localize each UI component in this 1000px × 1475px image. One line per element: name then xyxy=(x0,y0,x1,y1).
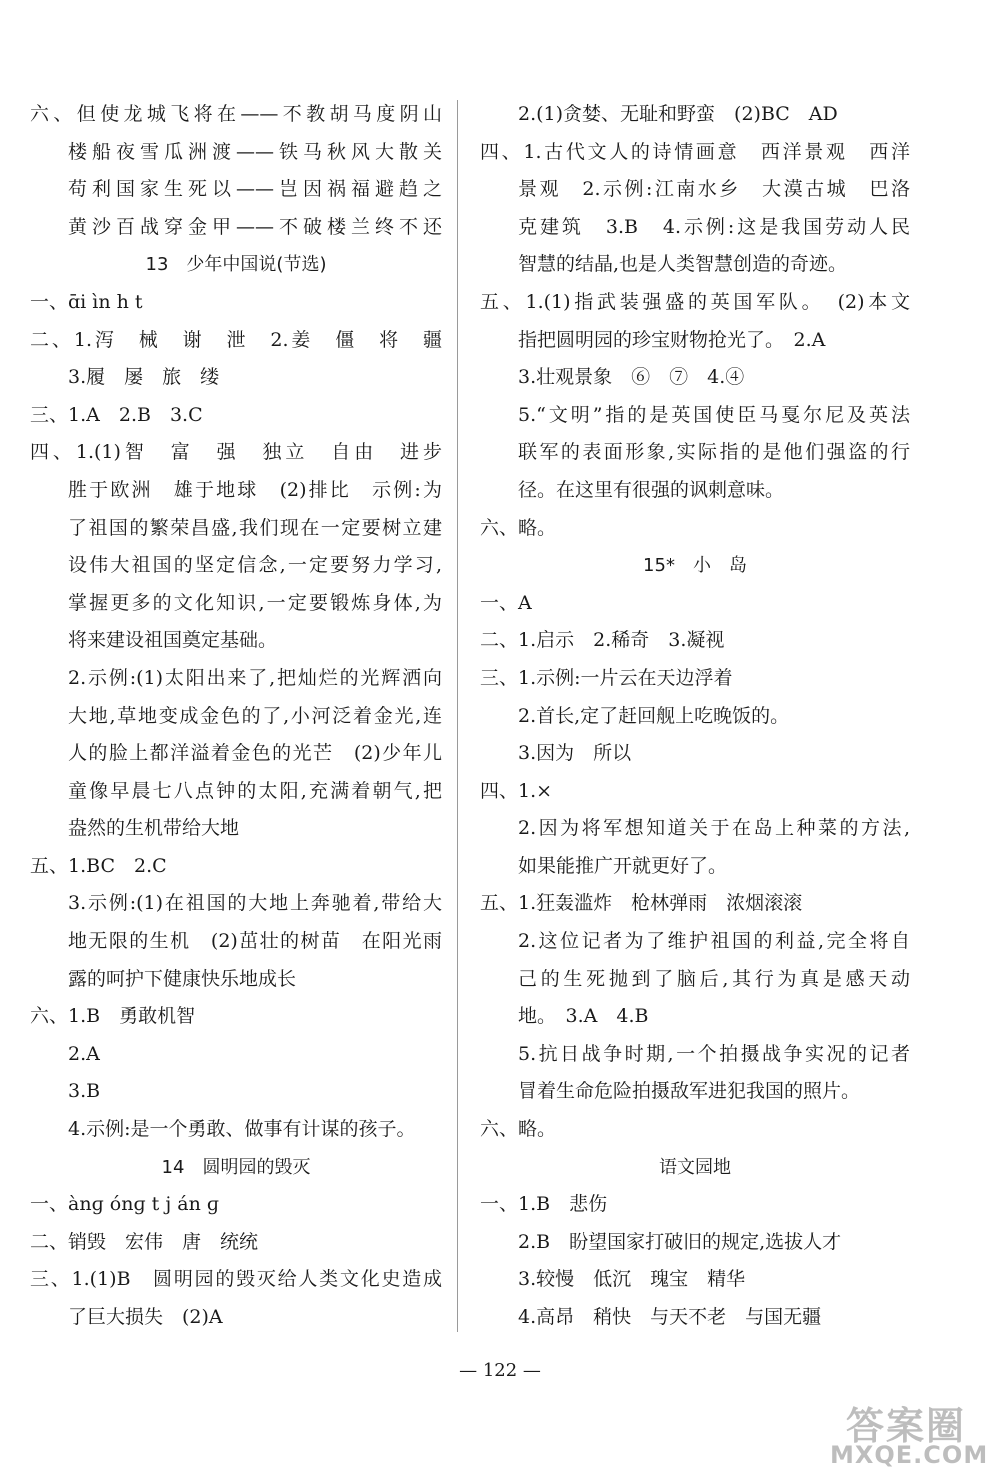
answer-line: 指把圆明园的珍宝财物抢光了。 2.A xyxy=(518,328,826,351)
answer-line: 四、1.(1)智 富 强 独立 自由 进步 xyxy=(30,441,442,464)
section-title: 语文园地 xyxy=(659,1156,731,1178)
answer-line: 3.壮观景象 ⑥ ⑦ 4.④ xyxy=(518,366,745,389)
answer-line: 一、ɑ̄i ìn h t xyxy=(30,290,143,313)
answer-line: 童像早晨七八点钟的太阳,充满着朝气,把 xyxy=(68,779,442,802)
answer-line: 智慧的结晶,也是人类智慧创造的奇迹。 xyxy=(518,253,848,276)
left-column xyxy=(30,96,442,1337)
answer-line: 五、1.BC 2.C xyxy=(30,854,167,877)
answer-line: 3.B xyxy=(68,1080,101,1103)
answer-line: 三、1.A 2.B 3.C xyxy=(30,403,203,426)
answer-line: 3.履 屡 旅 缕 xyxy=(68,366,220,389)
answer-line: 二、销毁 宏伟 唐 统统 xyxy=(30,1230,259,1253)
answer-line: 一、A xyxy=(480,591,532,614)
answer-line: 了祖国的繁荣昌盛,我们现在一定要树立建 xyxy=(68,516,442,539)
answer-line: 5.抗日战争时期,一个拍摄战争实况的记者 xyxy=(518,1042,910,1065)
section-title: 15* 小 岛 xyxy=(643,555,747,577)
answer-line: 3.较慢 低沉 瑰宝 精华 xyxy=(518,1268,746,1291)
section-title: 13 少年中国说(节选) xyxy=(145,254,327,276)
answer-line: 将来建设祖国奠定基础。 xyxy=(68,629,278,652)
answer-line: 一、ànɡ ónɡ t j án ɡ xyxy=(30,1193,220,1216)
answer-line: 盎然的生机带给大地 xyxy=(68,817,240,840)
answer-line: 4.示例:是一个勇敢、做事有计谋的孩子。 xyxy=(68,1118,416,1141)
answer-line: 2.示例:(1)太阳出来了,把灿烂的光辉洒向 xyxy=(68,666,442,689)
answer-line: 了巨大损失 (2)A xyxy=(68,1306,223,1328)
watermark-line1: 答案圈 xyxy=(846,1404,967,1448)
answer-line: 六、但使龙城飞将在——不教胡马度阴山 xyxy=(30,103,442,125)
answer-line: 2.因为将军想知道关于在岛上种菜的方法, xyxy=(518,817,910,840)
answer-line: 克建筑 3.B 4.示例:这是我国劳动人民 xyxy=(518,215,910,238)
watermark-line2: MXQE.COM xyxy=(830,1441,989,1469)
answer-line: 胜于欧洲 雄于地球 (2)排比 示例:为 xyxy=(68,478,442,501)
section-title: 14 圆明园的毁灭 xyxy=(161,1156,311,1178)
answer-line: 四、1.× xyxy=(480,779,553,802)
answer-line: 己的生死抛到了脑后,其行为真是感天动 xyxy=(518,967,910,990)
answer-line: 人的脸上都洋溢着金色的光芒 (2)少年儿 xyxy=(68,742,442,765)
answer-line: 冒着生命危险拍摄敌军进犯我国的照片。 xyxy=(518,1080,861,1103)
answer-line: 径。在这里有很强的讽刺意味。 xyxy=(518,478,785,501)
answer-line: 3.因为 所以 xyxy=(518,742,632,765)
column-divider xyxy=(457,100,458,1332)
answer-line: 景观 2.示例:江南水乡 大漠古城 巴洛 xyxy=(518,178,910,201)
right-column xyxy=(480,96,910,1337)
answer-line: 3.示例:(1)在祖国的大地上奔驰着,带给大 xyxy=(68,892,442,915)
answer-line: 四、1.古代文人的诗情画意 西洋景观 西洋 xyxy=(480,140,910,163)
answer-line: 设伟大祖国的坚定信念,一定要努力学习, xyxy=(68,554,442,577)
answer-line: 联军的表面形象,实际指的是他们强盗的行 xyxy=(518,441,910,464)
answer-line: 2.这位记者为了维护祖国的利益,完全将自 xyxy=(518,930,910,953)
answer-line: 五、1.狂轰滥炸 枪林弹雨 浓烟滚滚 xyxy=(480,892,803,915)
answer-line: 二、1.泻 械 谢 泄 2.姜 僵 将 疆 xyxy=(30,328,442,351)
answer-line: 六、略。 xyxy=(480,516,557,539)
answer-line: 一、1.B 悲伤 xyxy=(480,1193,608,1216)
answer-line: 楼船夜雪瓜洲渡——铁马秋风大散关 xyxy=(68,140,442,163)
answer-line: 三、1.示例:一片云在天边浮着 xyxy=(480,666,733,689)
answer-line: 2.B 盼望国家打破旧的规定,选拔人才 xyxy=(518,1230,842,1253)
answer-line: 黄沙百战穿金甲——不破楼兰终不还 xyxy=(68,215,442,238)
page-number: — 122 — xyxy=(459,1360,541,1381)
answer-line: 地。 3.A 4.B xyxy=(518,1005,649,1028)
answer-line: 4.高昂 稍快 与天不老 与国无疆 xyxy=(518,1306,822,1328)
answer-line: 2.首长,定了赶回舰上吃晚饭的。 xyxy=(518,704,790,727)
answer-line: 三、1.(1)B 圆明园的毁灭给人类文化史造成 xyxy=(30,1268,442,1291)
answer-line: 地无限的生机 (2)茁壮的树苗 在阳光雨 xyxy=(68,930,442,953)
watermark-logo xyxy=(818,1395,989,1470)
answer-line: 六、略。 xyxy=(480,1118,557,1141)
answer-line: 2.A xyxy=(68,1042,100,1065)
answer-line: 二、1.启示 2.稀奇 3.凝视 xyxy=(480,629,725,652)
answer-line: 如果能推广开就更好了。 xyxy=(518,854,728,877)
answer-line: 大地,草地变成金色的了,小河泛着金光,连 xyxy=(68,704,442,727)
answer-line: 露的呵护下健康快乐地成长 xyxy=(68,967,297,990)
answer-line: 苟利国家生死以——岂因祸福避趋之 xyxy=(68,178,442,201)
answer-line: 五、1.(1)指武装强盛的英国军队。 (2)本文 xyxy=(480,290,910,313)
answer-line: 六、1.B 勇敢机智 xyxy=(30,1005,196,1028)
answer-line: 掌握更多的文化知识,一定要锻炼身体,为 xyxy=(68,591,442,614)
answer-line: 5.“文明”指的是英国使臣马戛尔尼及英法 xyxy=(518,403,910,426)
answer-line: 2.(1)贪婪、无耻和野蛮 (2)BC AD xyxy=(518,103,838,125)
